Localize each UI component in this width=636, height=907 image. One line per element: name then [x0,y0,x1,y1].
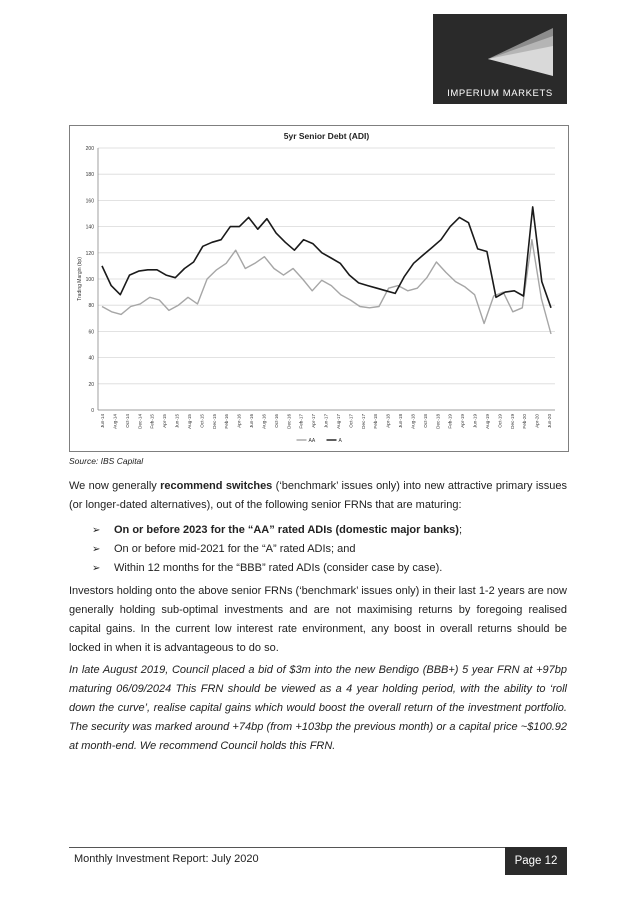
series-line-aa [102,240,551,334]
x-tick-label: Aug-18 [410,414,416,429]
bullet-list [92,521,462,578]
x-tick-label: Feb-16 [224,414,230,429]
x-tick-label: Oct-17 [348,414,354,428]
y-tick-label: 200 [85,146,94,152]
x-tick-label: Aug-17 [335,414,341,429]
bullet-text: ; [458,524,463,536]
y-tick-label: 0 [91,408,94,414]
y-tick-label: 100 [85,277,94,283]
x-tick-label: Dec-19 [509,414,515,429]
x-tick-label: Apr-18 [385,414,391,428]
y-tick-label: 80 [88,303,94,310]
x-tick-label: Aug-14 [112,414,118,429]
chart-container [69,125,569,452]
logo-text: IMPERIUM MARKETS [447,88,553,99]
x-tick-label: Oct-19 [497,414,503,428]
x-tick-label: Oct-18 [422,414,428,428]
x-tick-label: Dec-18 [435,414,441,429]
x-tick-label: Jun-14 [100,414,105,429]
bullet-item [92,540,462,559]
x-tick-label: Jun-18 [398,414,403,429]
legend-label: AA [308,438,316,444]
y-tick-label: 20 [88,381,94,388]
x-tick-label: Jun-15 [174,414,180,429]
x-tick-label: Dec-16 [286,414,292,429]
arrow-bullet-icon: ➢ [92,525,101,536]
x-tick-label: Jun-16 [249,414,254,429]
x-tick-label: Apr-19 [460,414,466,428]
x-tick-label: Jun-17 [323,414,329,429]
line-chart [70,126,568,451]
y-tick-label: 60 [88,329,94,336]
paragraph-investors: Investors holding onto the above senior FRNs (‘benchmark’ issues only) in their last 1-2 years are now generally holding sub-optimal investments and are not maximising returns by foregoing realised capital gains. In the current low interest rate environment, any boost in overall returns should be locked in when it is advantageous to do so. [69,585,567,654]
para1-bold: recommend switches [160,480,273,492]
x-tick-label: Feb-18 [373,414,379,429]
x-tick-label: Jun-19 [472,414,478,429]
bullet-text: Within 12 months for the “BBB” rated ADIs (consider case by case). [114,562,443,574]
x-tick-label: Jun-20 [547,414,552,429]
y-tick-label: 140 [85,224,94,231]
y-tick-label: 180 [85,172,94,179]
footer-divider [69,847,567,848]
x-tick-label: Feb-15 [149,414,155,429]
x-tick-label: Aug-16 [261,414,267,429]
bullet-text: On or before mid-2021 for the “A” rated ADIs; and [114,543,356,555]
legend-label: A [338,438,342,444]
arrow-bullet-icon: ➢ [92,563,101,574]
x-tick-label: Feb-20 [522,414,528,429]
x-tick-label: Feb-19 [447,414,453,429]
bullet-item [92,521,462,540]
arrow-bullet-icon: ➢ [92,544,101,555]
page-number: Page 12 [505,847,567,875]
paragraph-recommendation [69,477,567,515]
x-tick-label: Oct-14 [124,414,130,428]
x-tick-label: Dec-15 [211,414,217,429]
y-tick-label: 40 [88,355,94,362]
chart-source: Source: IBS Capital [69,456,144,466]
chart-title: 5yr Senior Debt (ADI) [283,131,370,141]
footer-title: Monthly Investment Report: July 2020 [74,853,259,865]
x-tick-label: Dec-17 [360,414,366,429]
y-tick-label: 160 [85,198,94,205]
x-tick-label: Aug-15 [186,414,192,429]
para1-post: (‘benchmark’ issues only) into new attractive primary issues (or longer-dated alternatives), out of the following senior FRNs that are maturing: [69,480,568,511]
y-axis-label: Trading Margin (bp) [77,257,83,301]
company-logo [433,14,567,104]
bullet-bold: On or before 2023 for the “AA” rated ADIs (domestic major banks) [114,524,459,536]
series-line-a [102,207,551,308]
x-tick-label: Dec-14 [137,414,143,429]
x-tick-label: Aug-19 [484,414,490,429]
x-tick-label: Feb-17 [298,414,304,429]
x-tick-label: Apr-15 [162,414,168,428]
paragraph-council: In late August 2019, Council placed a bid of $3m into the new Bendigo (BBB+) 5 year FRN at +97bp maturing 06/09/2024 This FRN should be viewed as a 4 year holding period, with the ability to ‘roll down the curve’, realise capital gains which would boost the overall return of the investment portfolio. The security was marked around +74bp (from +103bp the previous month) or a capital price ~$100.92 at month-end. We recommend Council holds this FRN. [69,664,567,752]
x-tick-label: Oct-16 [273,414,279,428]
x-tick-label: Apr-17 [311,414,317,428]
x-tick-label: Oct-15 [199,414,205,428]
x-tick-label: Apr-20 [534,414,540,428]
y-tick-label: 120 [85,250,94,257]
x-tick-label: Apr-16 [236,414,242,428]
bullet-item [92,559,462,578]
para1-pre: We now generally [69,480,161,492]
